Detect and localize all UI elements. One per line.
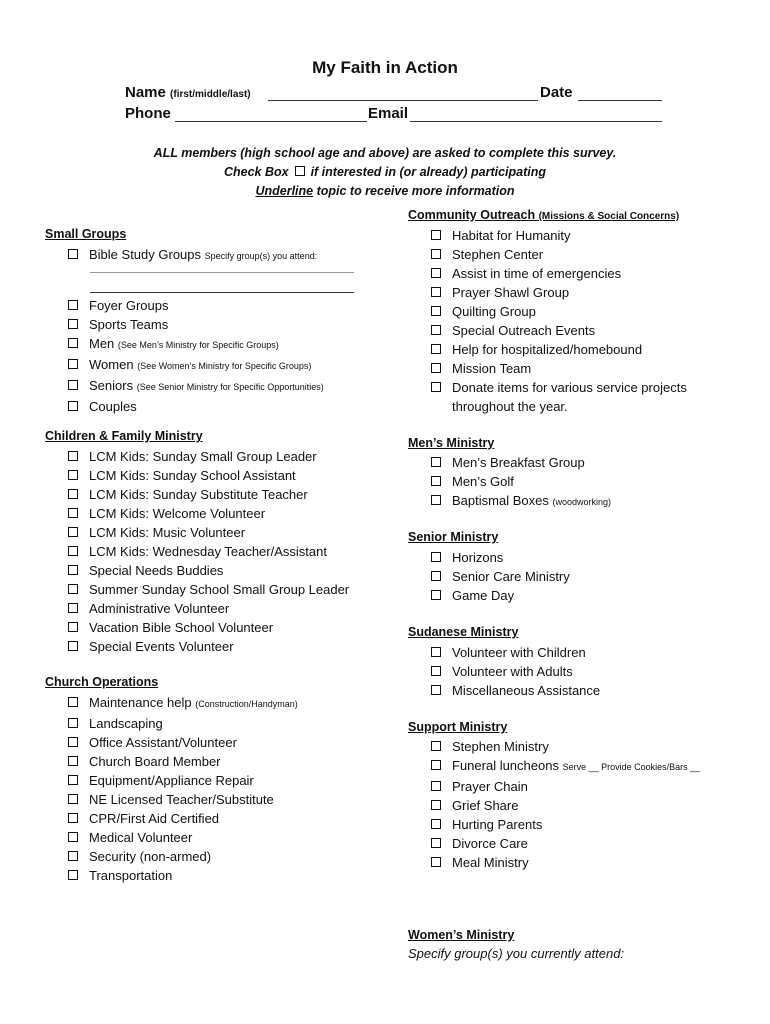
checkbox[interactable] [431,819,441,829]
list-item[interactable] [431,662,600,681]
item-note: (woodworking) [552,497,611,507]
checkbox[interactable] [68,737,78,747]
intro-check-text: if interested in (or already) participating [310,165,547,179]
list-item[interactable] [68,296,324,315]
item-label: Administrative Volunteer [89,601,230,616]
item-label-wrap: throughout the year. [452,399,568,414]
list-item[interactable] [431,321,687,340]
checkbox[interactable] [431,571,441,581]
item-label: Special Events Volunteer [89,639,234,654]
item-label: Equipment/Appliance Repair [89,773,254,788]
bible-study-field-1[interactable] [90,272,354,273]
list-item[interactable] [68,355,324,376]
checkbox[interactable] [68,813,78,823]
checkbox[interactable] [431,685,441,695]
item-label: LCM Kids: Sunday School Assistant [89,468,296,483]
list-item[interactable] [68,714,298,733]
list-item[interactable] [431,264,687,283]
item-label: CPR/First Aid Certified [89,811,220,826]
list-item[interactable] [68,315,324,334]
checkbox[interactable] [431,857,441,867]
item-note: Specify group(s) you attend: [204,251,318,261]
list-item[interactable] [68,847,298,866]
phone-label: Phone [125,105,171,122]
sudanese-list [431,643,600,700]
checkbox[interactable] [68,697,78,707]
list-item[interactable] [68,790,298,809]
item-label: Security (non-armed) [89,849,212,864]
item-label: Hurting Parents [452,817,543,832]
item-label: Senior Care Ministry [452,569,570,584]
checkbox[interactable] [68,794,78,804]
date-field[interactable] [578,100,662,101]
bible-study-field-2[interactable] [90,292,354,293]
checkbox[interactable] [431,647,441,657]
intro-line-3 [0,184,770,198]
item-label: Church Board Member [89,754,221,769]
item-label: Men’s Golf [452,474,514,489]
item-label: Grief Share [452,798,519,813]
list-item[interactable] [68,245,317,266]
checkbox[interactable] [431,760,441,770]
item-note: (See Senior Ministry for Specific Opportunities) [136,382,324,392]
list-item[interactable] [431,567,570,586]
item-note: (Construction/Handyman) [195,699,298,709]
checkbox[interactable] [431,741,441,751]
checkbox[interactable] [431,781,441,791]
list-item[interactable] [68,599,349,618]
checkbox[interactable] [431,363,441,373]
item-label: Summer Sunday School Small Group Leader [89,582,350,597]
intro-line-1: ALL members (high school age and above) are asked to complete this survey. [153,146,617,160]
list-item[interactable] [68,693,298,714]
checkbox[interactable] [68,319,78,329]
list-item[interactable] [431,834,700,853]
list-item[interactable] [68,466,349,485]
list-item[interactable] [68,580,349,599]
item-label: Sports Teams [89,317,169,332]
list-item[interactable] [68,397,324,416]
checkbox[interactable] [68,527,78,537]
list-item[interactable] [68,376,324,397]
item-label: Men’s Breakfast Group [452,455,585,470]
senior-list [431,548,570,605]
item-label: Stephen Ministry [452,739,549,754]
item-label: Men [89,336,115,351]
item-label: Donate items for various service projects [452,380,687,395]
checkbox[interactable] [431,590,441,600]
checkbox[interactable] [431,325,441,335]
intro-line-2 [0,165,770,179]
email-field[interactable] [410,121,662,122]
item-note: (See Men’s Ministry for Specific Groups) [117,340,279,350]
list-item[interactable] [68,334,324,355]
checkbox[interactable] [68,508,78,518]
list-item[interactable] [431,226,687,245]
item-label: Prayer Shawl Group [452,285,570,300]
womens-subtext: Specify group(s) you currently attend: [408,946,625,961]
item-label: Divorce Care [452,836,528,851]
item-label: Stephen Center [452,247,544,262]
list-item[interactable] [68,561,349,580]
checkbox[interactable] [431,552,441,562]
item-label: Meal Ministry [452,855,529,870]
item-label: Volunteer with Adults [452,664,573,679]
list-item[interactable] [68,485,349,504]
list-item[interactable] [431,737,700,756]
item-note: (See Women’s Ministry for Specific Groups) [137,361,312,371]
checkbox[interactable] [68,489,78,499]
checkbox[interactable] [68,359,78,369]
checkbox[interactable] [68,451,78,461]
checkbox[interactable] [431,230,441,240]
item-label: Funeral luncheons [452,758,559,773]
checkbox[interactable] [68,641,78,651]
item-label: Prayer Chain [452,779,528,794]
intro-check-label: Check Box [223,165,289,179]
section-support-ministry: Support Ministry [408,720,508,734]
list-item[interactable] [431,643,600,662]
item-label: Special Outreach Events [452,323,596,338]
checkbox[interactable] [68,546,78,556]
list-item[interactable] [431,548,570,567]
item-label: Quilting Group [452,304,536,319]
item-label: Vacation Bible School Volunteer [89,620,274,635]
item-label: Horizons [452,550,504,565]
item-label: Assist in time of emergencies [452,266,622,281]
checkbox[interactable] [68,338,78,348]
list-item[interactable] [68,447,349,466]
section-small-groups: Small Groups [45,227,127,241]
list-item[interactable] [68,809,298,828]
section-children-family: Children & Family Ministry [45,429,203,443]
intro-underline-rest: topic to receive more information [313,184,515,198]
item-label: Maintenance help [89,695,192,710]
checkbox[interactable] [68,300,78,310]
item-label: Foyer Groups [89,298,169,313]
page-title: My Faith in Action [312,58,458,77]
checkbox[interactable] [431,800,441,810]
list-item[interactable] [431,853,700,872]
item-label: Mission Team [452,361,532,376]
list-item[interactable] [68,866,298,885]
list-item[interactable] [431,681,600,700]
list-item[interactable] [68,752,298,771]
item-label: Medical Volunteer [89,830,193,845]
children-list [68,447,349,656]
checkbox[interactable] [431,457,441,467]
email-label: Email [368,105,409,122]
list-item[interactable] [68,733,298,752]
section-community-outreach [408,208,679,222]
item-label: Seniors [89,378,134,393]
checkbox[interactable] [431,287,441,297]
checkbox[interactable] [431,382,441,392]
list-item[interactable] [431,340,687,359]
checkbox[interactable] [68,851,78,861]
section-womens-ministry: Women’s Ministry [408,928,515,942]
item-label: Transportation [89,868,173,883]
list-item[interactable] [431,472,611,491]
list-item[interactable] [431,453,611,472]
checkbox[interactable] [431,476,441,486]
checkbox[interactable] [431,838,441,848]
list-item[interactable] [431,378,687,397]
checkbox-icon [295,166,305,176]
list-item[interactable] [431,491,611,512]
section-mens-ministry: Men’s Ministry [408,436,495,450]
checkbox[interactable] [68,584,78,594]
item-label: Miscellaneous Assistance [452,683,601,698]
list-item[interactable] [68,771,298,790]
list-item[interactable] [431,815,700,834]
checkbox[interactable] [431,306,441,316]
mens-list [431,453,611,512]
list-item[interactable] [68,542,349,561]
checkbox[interactable] [68,249,78,259]
checkbox[interactable] [68,718,78,728]
checkbox[interactable] [68,603,78,613]
item-label: NE Licensed Teacher/Substitute [89,792,274,807]
section-heading: Community Outreach [408,208,536,222]
checkbox[interactable] [431,666,441,676]
item-label: Bible Study Groups [89,247,202,262]
list-item[interactable] [431,302,687,321]
item-label: Special Needs Buddies [89,563,224,578]
item-label: Volunteer with Children [452,645,586,660]
list-item[interactable] [68,504,349,523]
checkbox[interactable] [431,249,441,259]
name-field[interactable] [268,100,538,101]
item-label: Landscaping [89,716,163,731]
support-list [431,737,700,872]
checkbox[interactable] [68,470,78,480]
checkbox[interactable] [68,756,78,766]
checkbox[interactable] [68,870,78,880]
checkbox[interactable] [68,622,78,632]
small-groups-list [68,296,324,416]
item-label: LCM Kids: Sunday Substitute Teacher [89,487,308,502]
outreach-list [431,226,687,416]
phone-field[interactable] [175,121,367,122]
checkbox[interactable] [68,832,78,842]
item-note: Serve __ Provide Cookies/Bars __ [562,762,701,772]
name-hint: (first/middle/last) [170,89,251,100]
list-item[interactable] [431,586,570,605]
list-item[interactable] [431,283,687,302]
list-item[interactable] [68,523,349,542]
checkbox[interactable] [68,380,78,390]
date-label: Date [540,84,573,101]
checkbox[interactable] [68,401,78,411]
list-item[interactable] [68,637,349,656]
checkbox[interactable] [68,565,78,575]
section-senior-ministry: Senior Ministry [408,530,499,544]
item-label: LCM Kids: Sunday Small Group Leader [89,449,317,464]
list-item[interactable] [68,828,298,847]
name-label: Name [125,84,166,101]
list-item[interactable] [68,618,349,637]
item-label: Baptismal Boxes [452,493,549,508]
checkbox[interactable] [431,268,441,278]
item-label: LCM Kids: Welcome Volunteer [89,506,266,521]
item-label: Game Day [452,588,515,603]
list-item[interactable] [431,245,687,264]
list-item[interactable] [431,756,700,777]
list-item[interactable] [431,796,700,815]
item-label: Habitat for Humanity [452,228,571,243]
operations-list [68,693,298,885]
item-label: Women [89,357,134,372]
item-label: Office Assistant/Volunteer [89,735,237,750]
item-label: Couples [89,399,137,414]
intro-underline-word: Underline [255,184,314,198]
checkbox[interactable] [431,344,441,354]
item-label: LCM Kids: Wednesday Teacher/Assistant [89,544,327,559]
item-label: Help for hospitalized/homebound [452,342,643,357]
section-church-operations: Church Operations [45,675,159,689]
item-label: LCM Kids: Music Volunteer [89,525,246,540]
section-heading-note: (Missions & Social Concerns) [538,211,680,222]
list-item[interactable] [431,777,700,796]
checkbox[interactable] [68,775,78,785]
section-sudanese-ministry: Sudanese Ministry [408,625,519,639]
list-item[interactable] [431,359,687,378]
name-row [125,84,251,101]
checkbox[interactable] [431,495,441,505]
